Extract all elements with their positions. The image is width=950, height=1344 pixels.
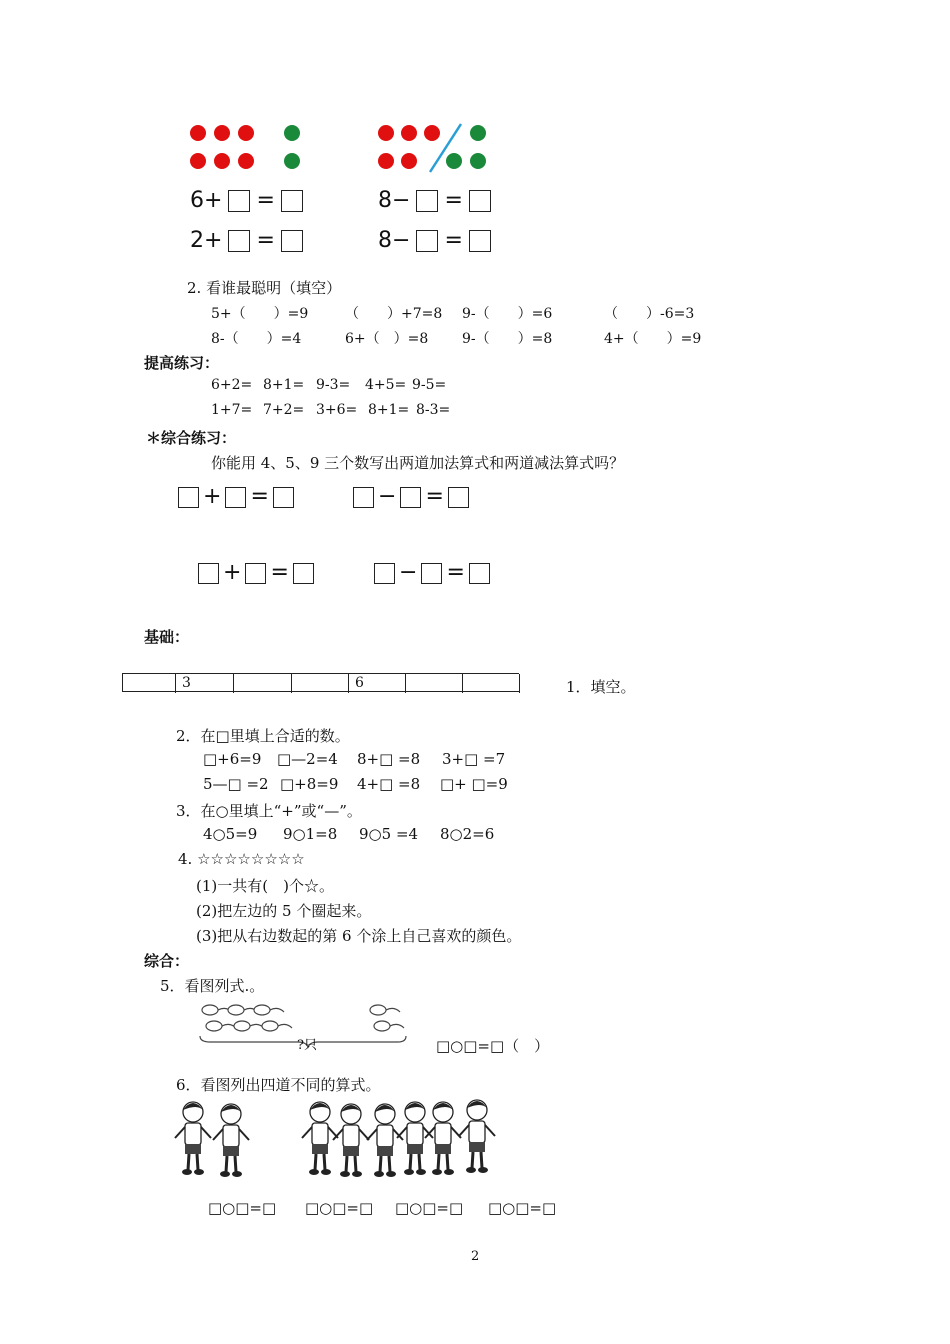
red-dot — [238, 153, 254, 169]
q2-row2-1: 8-（ ）=4 — [211, 331, 302, 347]
child-icon — [302, 1102, 338, 1175]
q4-item-2: (2)把左边的 5 个圈起来。 — [196, 902, 372, 920]
right-equation-1: 8− = — [378, 188, 491, 213]
green-dot — [470, 125, 486, 141]
q2b-row1-1: □+6=9 — [203, 750, 262, 768]
answer-box[interactable] — [421, 563, 442, 584]
q2b-row1-4: 3+□ =7 — [442, 750, 506, 768]
q5-title: 5．看图列式.。 — [160, 977, 265, 995]
tigao-row1-1: 6+2= — [211, 377, 253, 393]
answer-box[interactable] — [225, 487, 246, 508]
q3-item-1: 4○5=9 — [203, 825, 258, 843]
q2-row1-3: 9-（ ）=6 — [462, 306, 553, 322]
q4-title: 4. ☆☆☆☆☆☆☆☆ — [178, 850, 305, 868]
answer-box[interactable] — [178, 487, 199, 508]
tadpole-icon — [370, 1005, 400, 1015]
answer-box[interactable] — [400, 487, 421, 508]
q2b-row2-3: 4+□ =8 — [357, 775, 421, 793]
jichu-heading: 基础： — [144, 628, 190, 646]
tigao-row1-5: 9-5= — [412, 377, 447, 393]
right-equation-2: 8− = — [378, 228, 491, 253]
red-dot — [401, 153, 417, 169]
tadpole-icon — [234, 1021, 264, 1031]
answer-box[interactable] — [198, 563, 219, 584]
right-dots — [378, 124, 486, 172]
tigao-heading: 提高练习： — [144, 354, 220, 372]
q3-item-4: 8○2=6 — [440, 825, 495, 843]
answer-box[interactable] — [469, 563, 490, 584]
q2b-row2-4: □+ □=9 — [440, 775, 508, 793]
q5-answer[interactable]: □○□=□（ ） — [436, 1037, 550, 1055]
q6-title: 6．看图列出四道不同的算式。 — [176, 1076, 381, 1094]
tigao-row1-3: 9-3= — [316, 377, 351, 393]
tigao-row2-3: 3+6= — [316, 402, 358, 418]
q6-answer-4[interactable]: □○□=□ — [488, 1199, 557, 1217]
tigao-row1-2: 8+1= — [263, 377, 305, 393]
tigao-row2-2: 7+2= — [263, 402, 305, 418]
red-dot — [378, 153, 394, 169]
q3-title: 3．在○里填上“+”或“—”。 — [176, 802, 362, 820]
box-sub-equation-2: − = — [374, 560, 490, 585]
green-dot — [470, 153, 486, 169]
tigao-row2-1: 1+7= — [211, 402, 253, 418]
red-dot — [190, 125, 206, 141]
green-dot — [284, 125, 300, 141]
child-icon — [425, 1102, 461, 1175]
child-icon — [333, 1104, 369, 1177]
red-dot — [401, 125, 417, 141]
answer-box[interactable] — [281, 230, 303, 252]
q2b-row1-3: 8+□ =8 — [357, 750, 421, 768]
q1-label: 1．填空。 — [566, 678, 636, 696]
child-icon — [459, 1100, 495, 1173]
tigao-row2-5: 8-3= — [416, 402, 451, 418]
number-cell[interactable] — [234, 674, 292, 693]
green-dot — [446, 153, 462, 169]
q2-row2-2: 6+（ ）=8 — [345, 331, 429, 347]
number-cell: 3 — [176, 674, 234, 693]
answer-box[interactable] — [228, 230, 250, 252]
zonghe-heading: ＊综合练习： — [146, 429, 237, 447]
left-equation-1: 6+ = — [190, 188, 303, 213]
zonghe2-heading: 综合： — [144, 952, 190, 970]
q2-row2-3: 9-（ ）=8 — [462, 331, 553, 347]
box-add-equation-2: + = — [198, 560, 314, 585]
q6-answer-1[interactable]: □○□=□ — [208, 1199, 277, 1217]
answer-box[interactable] — [416, 190, 438, 212]
q2-row1-2: （ ）+7=8 — [345, 306, 443, 322]
q6-answer-2[interactable]: □○□=□ — [305, 1199, 374, 1217]
tadpole-icon — [374, 1021, 404, 1031]
q2-row2-4: 4+（ ）=9 — [604, 331, 702, 347]
red-dot — [238, 125, 254, 141]
left-dots — [190, 125, 300, 169]
answer-box[interactable] — [469, 190, 491, 212]
answer-box[interactable] — [353, 487, 374, 508]
q2b-row1-2: □—2=4 — [277, 750, 338, 768]
q3-item-3: 9○5 =4 — [359, 825, 419, 843]
child-icon — [175, 1102, 211, 1175]
number-strip — [122, 673, 519, 692]
q2b-row2-2: □+8=9 — [280, 775, 339, 793]
q2-title: 2. 看谁最聪明（填空） — [187, 279, 342, 297]
answer-box[interactable] — [448, 487, 469, 508]
tadpole-icon — [254, 1005, 284, 1015]
zonghe-prompt: 你能用 4、5、9 三个数写出两道加法算式和两道减法算式吗？ — [211, 454, 625, 472]
answer-box[interactable] — [228, 190, 250, 212]
tadpole-icon — [262, 1021, 292, 1031]
answer-box[interactable] — [273, 487, 294, 508]
number-cell: 6 — [349, 674, 406, 693]
q2-row1-1: 5+（ ）=9 — [211, 306, 309, 322]
child-icon — [367, 1104, 403, 1177]
q4-item-3: (3)把从右边数起的第 6 个涂上自己喜欢的颜色。 — [196, 927, 522, 945]
answer-box[interactable] — [416, 230, 438, 252]
q2b-row2-1: 5—□ =2 — [203, 775, 269, 793]
box-sub-equation-1: − = — [353, 484, 469, 509]
answer-box[interactable] — [374, 563, 395, 584]
page-number: 2 — [471, 1249, 480, 1264]
answer-box[interactable] — [293, 563, 314, 584]
tigao-row1-4: 4+5= — [365, 377, 407, 393]
children-figure — [165, 1094, 505, 1180]
number-cell[interactable] — [463, 674, 520, 693]
number-cell[interactable] — [406, 674, 463, 693]
left-equation-2: 2+ = — [190, 228, 303, 253]
red-dot — [214, 153, 230, 169]
q5-brace-label: ?只 — [297, 1038, 317, 1053]
q4-item-1: (1)一共有( )个☆。 — [196, 877, 334, 895]
answer-box[interactable] — [245, 563, 266, 584]
answer-box[interactable] — [281, 190, 303, 212]
q2-row1-4: （ ）-6=3 — [604, 306, 695, 322]
number-cell[interactable] — [123, 674, 176, 693]
red-dot — [190, 153, 206, 169]
q6-answer-3[interactable]: □○□=□ — [395, 1199, 464, 1217]
q2b-title: 2．在□里填上合适的数。 — [176, 727, 350, 745]
answer-box[interactable] — [469, 230, 491, 252]
box-add-equation-1: + = — [178, 484, 294, 509]
number-cell[interactable] — [292, 674, 349, 693]
red-dot — [214, 125, 230, 141]
green-dot — [284, 153, 300, 169]
child-icon — [213, 1104, 249, 1177]
red-dot — [378, 125, 394, 141]
tigao-row2-4: 8+1= — [368, 402, 410, 418]
tadpole-icon — [206, 1021, 236, 1031]
q3-item-2: 9○1=8 — [283, 825, 338, 843]
red-dot — [424, 125, 440, 141]
